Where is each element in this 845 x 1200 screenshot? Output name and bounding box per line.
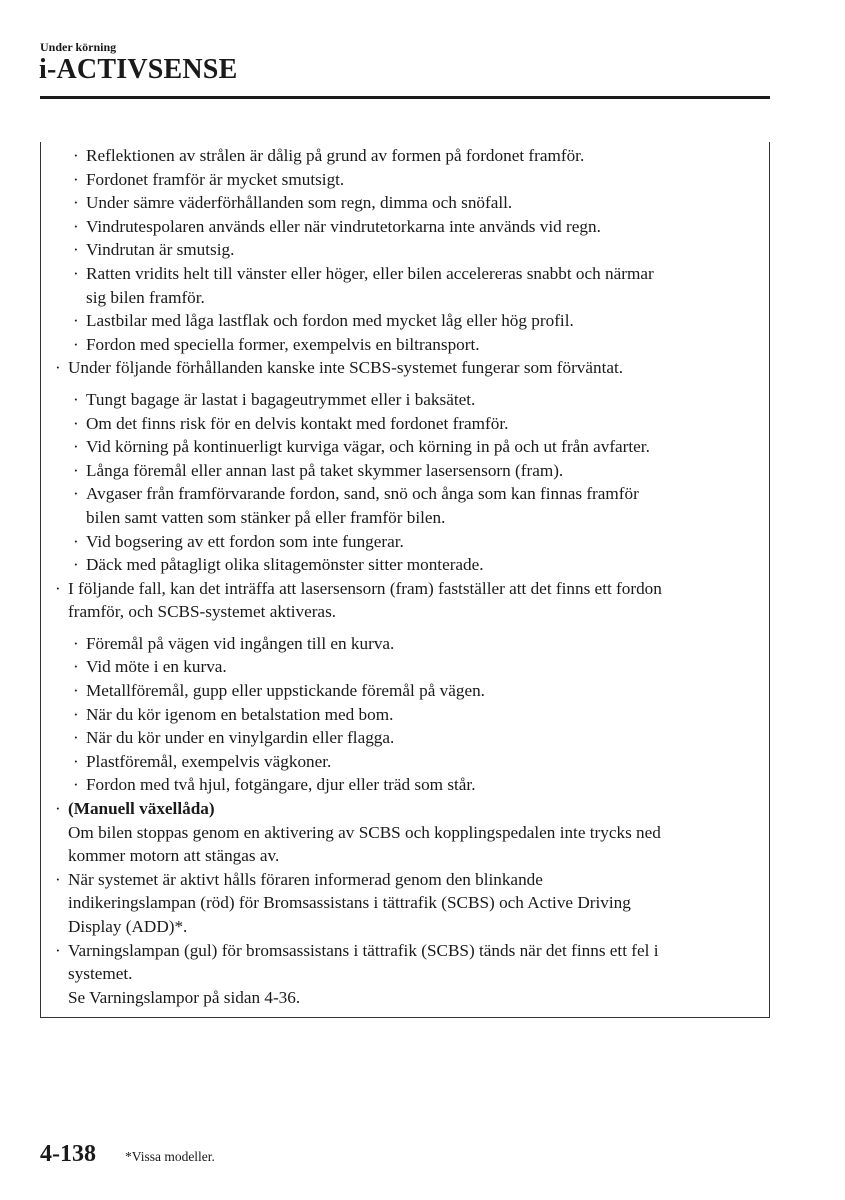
list-item-line: systemet. xyxy=(68,964,133,984)
list-item: · Däck med påtagligt olika slitagemönster sitter monterade. xyxy=(72,553,759,577)
list-item xyxy=(54,868,759,939)
list-item: · Plastföremål, exempelvis vägkoner. xyxy=(72,750,759,774)
list-item: · Under följande förhållanden kanske inte SCBS-systemet fungerar som förväntat. xyxy=(54,356,759,380)
list-item-line: Display (ADD)*. xyxy=(68,917,188,936)
page-number: 4-138 xyxy=(40,1141,96,1167)
group-detection-limits xyxy=(54,144,759,356)
list-item: · Metallföremål, gupp eller uppstickande föremål på vägen. xyxy=(72,679,759,703)
list-item: · Vindrutan är smutsig. xyxy=(72,238,759,262)
list-item-line: framför, och SCBS-systemet aktiveras. xyxy=(68,602,337,622)
list-item: · Reflektionen av strålen är dålig på grund av formen på fordonet framför. xyxy=(72,144,759,168)
list-item: · Fordon med två hjul, fotgängare, djur eller träd som står. xyxy=(72,773,759,797)
list-item-line: · Avgaser från framförvarande fordon, sand, snö och ånga som kan finnas framför xyxy=(86,484,639,504)
list-item-line: sig bilen framför. xyxy=(86,287,205,307)
list-item: · Vindrutespolaren används eller när vindrutetorkarna inte används vid regn. xyxy=(72,215,759,239)
list-item: · Fordon med speciella former, exempelvis en biltransport. xyxy=(72,333,759,357)
list-item-line: indikeringslampan (röd) för Bromsassistans i tättrafik (SCBS) och Active Driving xyxy=(68,893,631,913)
list-item-manual-transmission xyxy=(54,797,759,868)
list-item: · När du kör igenom en betalstation med bom. xyxy=(72,703,759,727)
section-label: Under körning xyxy=(40,40,117,54)
title-rule xyxy=(40,96,770,99)
list-item: · Om det finns risk för en delvis kontakt med fordonet framför. xyxy=(72,412,759,436)
list-item: · Vid möte i en kurva. xyxy=(72,655,759,679)
footnote: *Vissa modeller. xyxy=(125,1149,215,1164)
manual-heading: · (Manuell växellåda) xyxy=(68,799,215,819)
list-item-line: · Ratten vridits helt till vänster eller höger, eller bilen accelereras snabbt och närmar xyxy=(86,263,654,283)
list-item xyxy=(54,577,759,624)
list-item: · Vid körning på kontinuerligt kurviga vägar, och körning in på och ut från avfarter. xyxy=(72,435,759,459)
list-item: · Lastbilar med låga lastflak och fordon med mycket låg eller hög profil. xyxy=(72,309,759,333)
list-item: · När du kör under en vinylgardin eller flagga. xyxy=(72,726,759,750)
list-item-line: · Varningslampan (gul) för bromsassistans i tättrafik (SCBS) tänds när det finns ett fel i xyxy=(68,940,659,960)
group-expected-limits xyxy=(54,388,759,577)
list-item-line: kommer motorn att stängas av. xyxy=(68,846,280,866)
list-item: · Under sämre väderförhållanden som regn, dimma och snöfall. xyxy=(72,191,759,215)
list-item-line: · I följande fall, kan det inträffa att lasersensorn (fram) fastställer att det finns ett fordon xyxy=(68,578,662,598)
list-item-line: Om bilen stoppas genom en aktivering av SCBS och kopplingspedalen inte trycks ned xyxy=(68,822,661,842)
list-item xyxy=(72,482,759,529)
list-item: · Föremål på vägen vid ingången till en kurva. xyxy=(72,632,759,656)
list-item: · Långa föremål eller annan last på taket skymmer lasersensorn (fram). xyxy=(72,459,759,483)
list-item xyxy=(72,262,759,309)
list-item-line: · När systemet är aktivt hålls föraren informerad genom den blinkande xyxy=(68,869,543,889)
group-false-detection xyxy=(54,632,759,797)
list-item-line: bilen samt vatten som stänker på eller framför bilen. xyxy=(86,507,446,527)
cross-reference: Se Varningslampor på sidan 4-36. xyxy=(68,987,301,1007)
page-title: i-ACTIVSENSE xyxy=(39,54,238,85)
list-item: · Fordonet framför är mycket smutsigt. xyxy=(72,168,759,192)
list-item: · Vid bogsering av ett fordon som inte fungerar. xyxy=(72,530,759,554)
list-item xyxy=(54,939,759,1010)
list-item: · Tungt bagage är lastat i bagageutrymmet eller i baksätet. xyxy=(72,388,759,412)
content-body xyxy=(54,142,759,1009)
